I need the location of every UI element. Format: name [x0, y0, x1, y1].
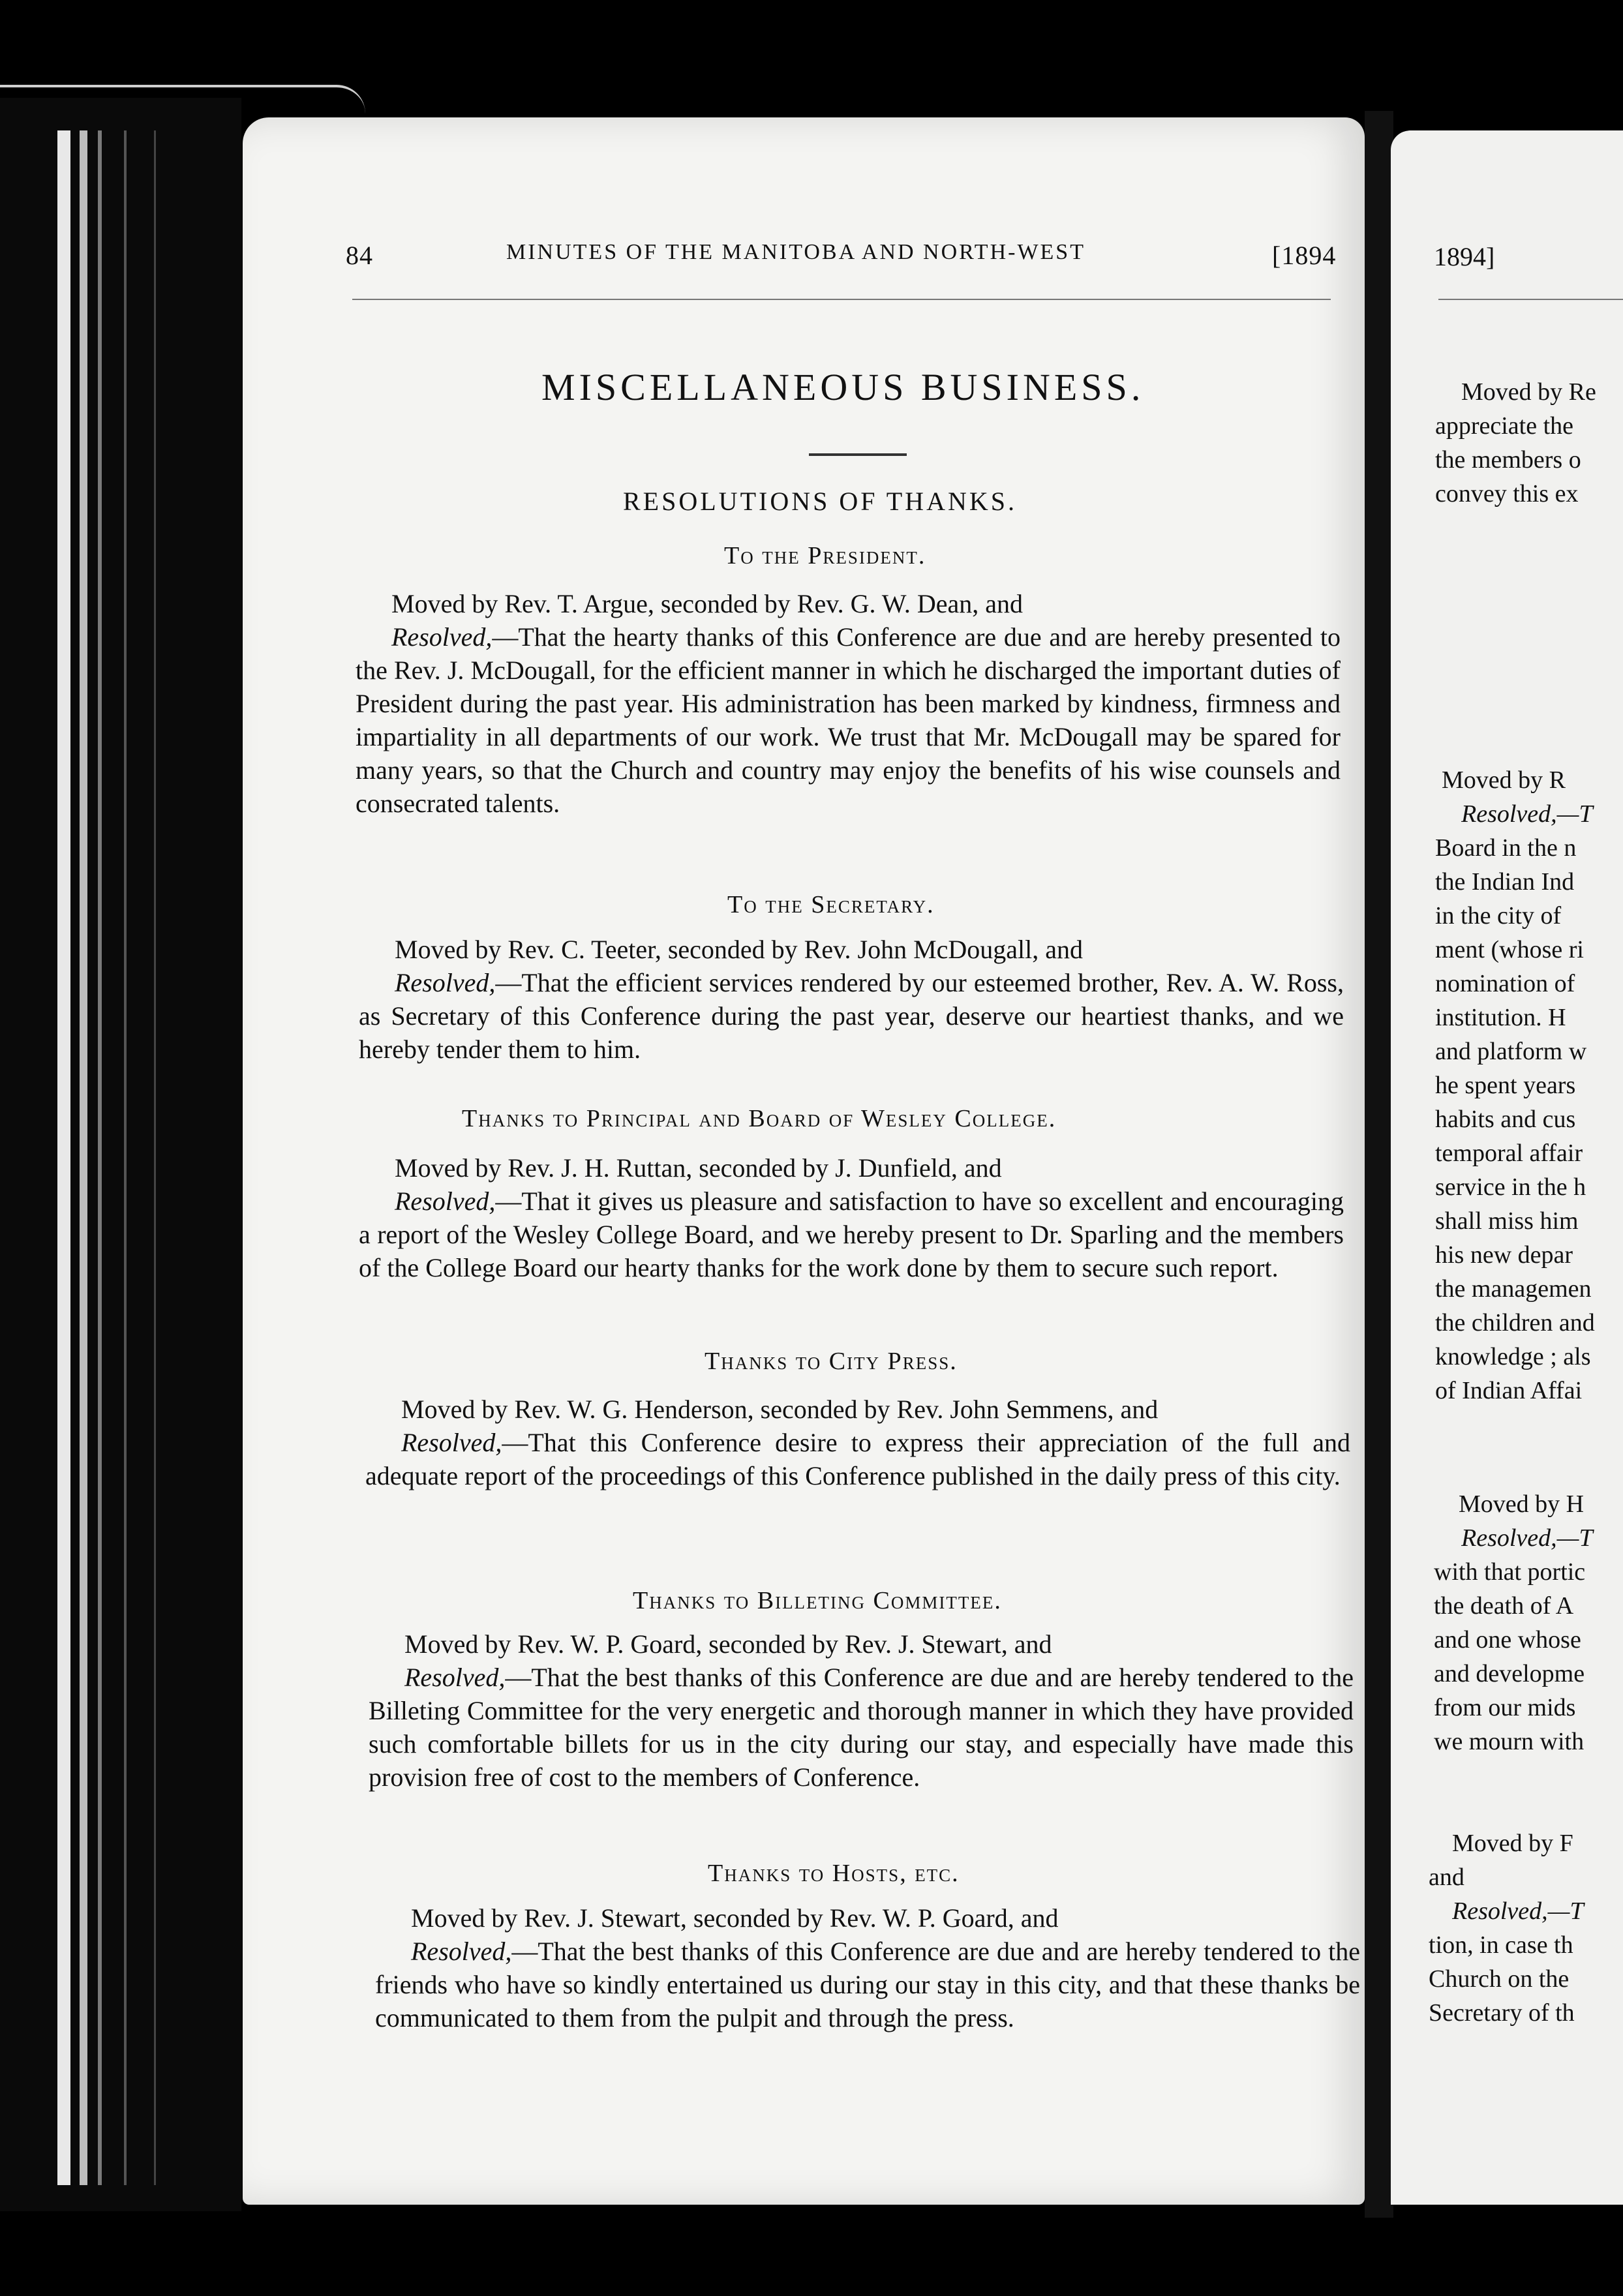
section-heading: To the Secretary. — [727, 891, 935, 918]
page-title: MISCELLANEOUS BUSINESS. — [541, 366, 1145, 408]
resolved-text: —That the best thanks of this Conference are due and are hereby tendered to the friends who have so kindly entertained us during our stay in this city, and that these thanks be communicated to them from the pulpit and through the press. — [375, 1937, 1360, 2032]
resolution-block — [369, 1627, 1354, 1794]
section-heading: Thanks to Billeting Committee. — [633, 1587, 1002, 1614]
right-line: ment (whose ri — [1435, 936, 1584, 963]
right-line: we mourn with — [1434, 1728, 1585, 1755]
resolution-block — [359, 1151, 1344, 1284]
right-line: knowledge ; als — [1435, 1343, 1591, 1370]
right-line: nomination of — [1435, 970, 1575, 997]
page-edge-curve — [0, 85, 365, 113]
resolved-label: Resolved, — [395, 968, 496, 997]
resolution-block — [359, 933, 1344, 1066]
header-year: [1894 — [1272, 241, 1337, 270]
right-line: his new depar — [1435, 1241, 1573, 1269]
spine-stripe — [57, 130, 70, 2185]
right-line: Resolved,—T — [1452, 1897, 1584, 1925]
section-heading: To the President. — [724, 542, 926, 569]
spine-stripe — [154, 130, 156, 2185]
right-line: Moved by H — [1459, 1490, 1585, 1518]
spine-stripe — [80, 130, 87, 2185]
right-line: temporal affair — [1435, 1140, 1583, 1167]
right-line: the children and — [1435, 1309, 1595, 1337]
right-line: from our mids — [1434, 1694, 1576, 1721]
moved-line: Moved by Rev. T. Argue, seconded by Rev. G. W. Dean, and — [391, 589, 1023, 618]
right-line: appreciate the — [1435, 412, 1574, 440]
right-line: institution. H — [1435, 1004, 1566, 1031]
right-line: tion, in case th — [1429, 1931, 1573, 1959]
right-line: of Indian Affai — [1435, 1377, 1583, 1404]
moved-line: Moved by Rev. W. G. Henderson, seconded by Rev. John Semmens, and — [401, 1395, 1159, 1424]
running-title: MINUTES OF THE MANITOBA AND NORTH-WEST — [506, 240, 1085, 264]
section-heading: Thanks to City Press. — [705, 1348, 958, 1375]
resolved-label: Resolved, — [401, 1428, 502, 1457]
resolved-label: Resolved, — [404, 1663, 506, 1692]
resolved-label: Resolved, — [395, 1186, 496, 1216]
resolution-block — [356, 587, 1341, 820]
spine-stripe — [98, 130, 102, 2185]
resolution-block — [375, 1901, 1360, 2034]
resolved-text: —That the efficient services rendered by our esteemed brother, Rev. A. W. Ross, as Secretary of this Conference during the past year, deserve our heartiest thanks, and we hereby tender them to him. — [359, 968, 1344, 1064]
right-line: and — [1429, 1864, 1464, 1891]
moved-line: Moved by Rev. C. Teeter, seconded by Rev. John McDougall, and — [395, 935, 1084, 964]
right-line: Church on the — [1429, 1965, 1570, 1993]
section-subtitle: RESOLUTIONS OF THANKS. — [623, 487, 1017, 516]
right-line: Moved by R — [1442, 766, 1566, 794]
book-gutter — [1365, 111, 1393, 2218]
moved-line: Moved by Rev. J. Stewart, seconded by Rev. W. P. Goard, and — [411, 1903, 1059, 1933]
right-line: shall miss him — [1435, 1207, 1579, 1235]
right-line: and platform w — [1435, 1038, 1587, 1065]
moved-line: Moved by Rev. W. P. Goard, seconded by Rev. J. Stewart, and — [404, 1629, 1052, 1659]
right-line: Resolved,—T — [1461, 1524, 1593, 1552]
resolved-label: Resolved, — [391, 622, 493, 652]
section-heading: Thanks to Hosts, etc. — [708, 1860, 960, 1887]
book-spine — [0, 98, 241, 2211]
right-header-rule — [1438, 299, 1623, 300]
right-line: Moved by F — [1452, 1830, 1573, 1857]
right-line: habits and cus — [1435, 1106, 1576, 1133]
section-heading: Thanks to Principal and Board of Wesley College. — [462, 1105, 1057, 1132]
resolved-label: Resolved, — [411, 1937, 512, 1966]
resolution-block — [365, 1393, 1350, 1492]
right-line: the managemen — [1435, 1275, 1592, 1303]
right-line: Resolved,—T — [1461, 800, 1593, 828]
header-rule — [352, 299, 1331, 300]
right-page-year: 1894] — [1434, 242, 1495, 271]
right-line: and one whose — [1434, 1626, 1581, 1654]
right-line: the Indian Ind — [1435, 868, 1575, 896]
right-line: convey this ex — [1435, 480, 1579, 507]
right-line: Board in the n — [1435, 834, 1577, 862]
moved-line: Moved by Rev. J. H. Ruttan, seconded by J. Dunfield, and — [395, 1153, 1002, 1183]
right-line: he spent years — [1435, 1072, 1576, 1099]
right-line: with that portic — [1434, 1558, 1586, 1586]
right-line: Moved by Re — [1461, 378, 1596, 406]
right-line: in the city of — [1435, 902, 1562, 929]
right-line: service in the h — [1435, 1173, 1586, 1201]
right-line: and developme — [1434, 1660, 1585, 1687]
right-line: the death of A — [1434, 1592, 1574, 1620]
title-divider — [809, 453, 907, 456]
spine-stripe — [124, 130, 127, 2185]
resolved-text: —That it gives us pleasure and satisfaction to have so excellent and encouraging a report of the Wesley College Board, and we hereby present to Dr. Sparling and the members of the College Board our hearty thanks for the work done by them to secure such report. — [359, 1186, 1344, 1282]
right-line: the members o — [1435, 446, 1581, 474]
resolved-text: —That this Conference desire to express their appreciation of the full and adequate report of the proceedings of this Conference published in the daily press of this city. — [365, 1428, 1350, 1490]
resolved-text: —That the best thanks of this Conference are due and are hereby tendered to the Billeting Committee for the very energetic and thorough manner in which they have provided such comfortable billets for us in the city during our stay, and especially have made this provision free of cost to the members of Conference. — [369, 1663, 1354, 1792]
right-line: Secretary of th — [1429, 1999, 1575, 2027]
resolved-text: —That the hearty thanks of this Conference are due and are hereby presented to the Rev. J. McDougall, for the efficient manner in which he discharged the important duties of President during the past year. His administration has been marked by kindness, firmness and impartiality in all departments of our work. We trust that Mr. McDougall may be spared for many years, so that the Church and country may enjoy the benefits of his wise counsels and consecrated talents. — [356, 622, 1341, 818]
page-number: 84 — [346, 241, 373, 270]
